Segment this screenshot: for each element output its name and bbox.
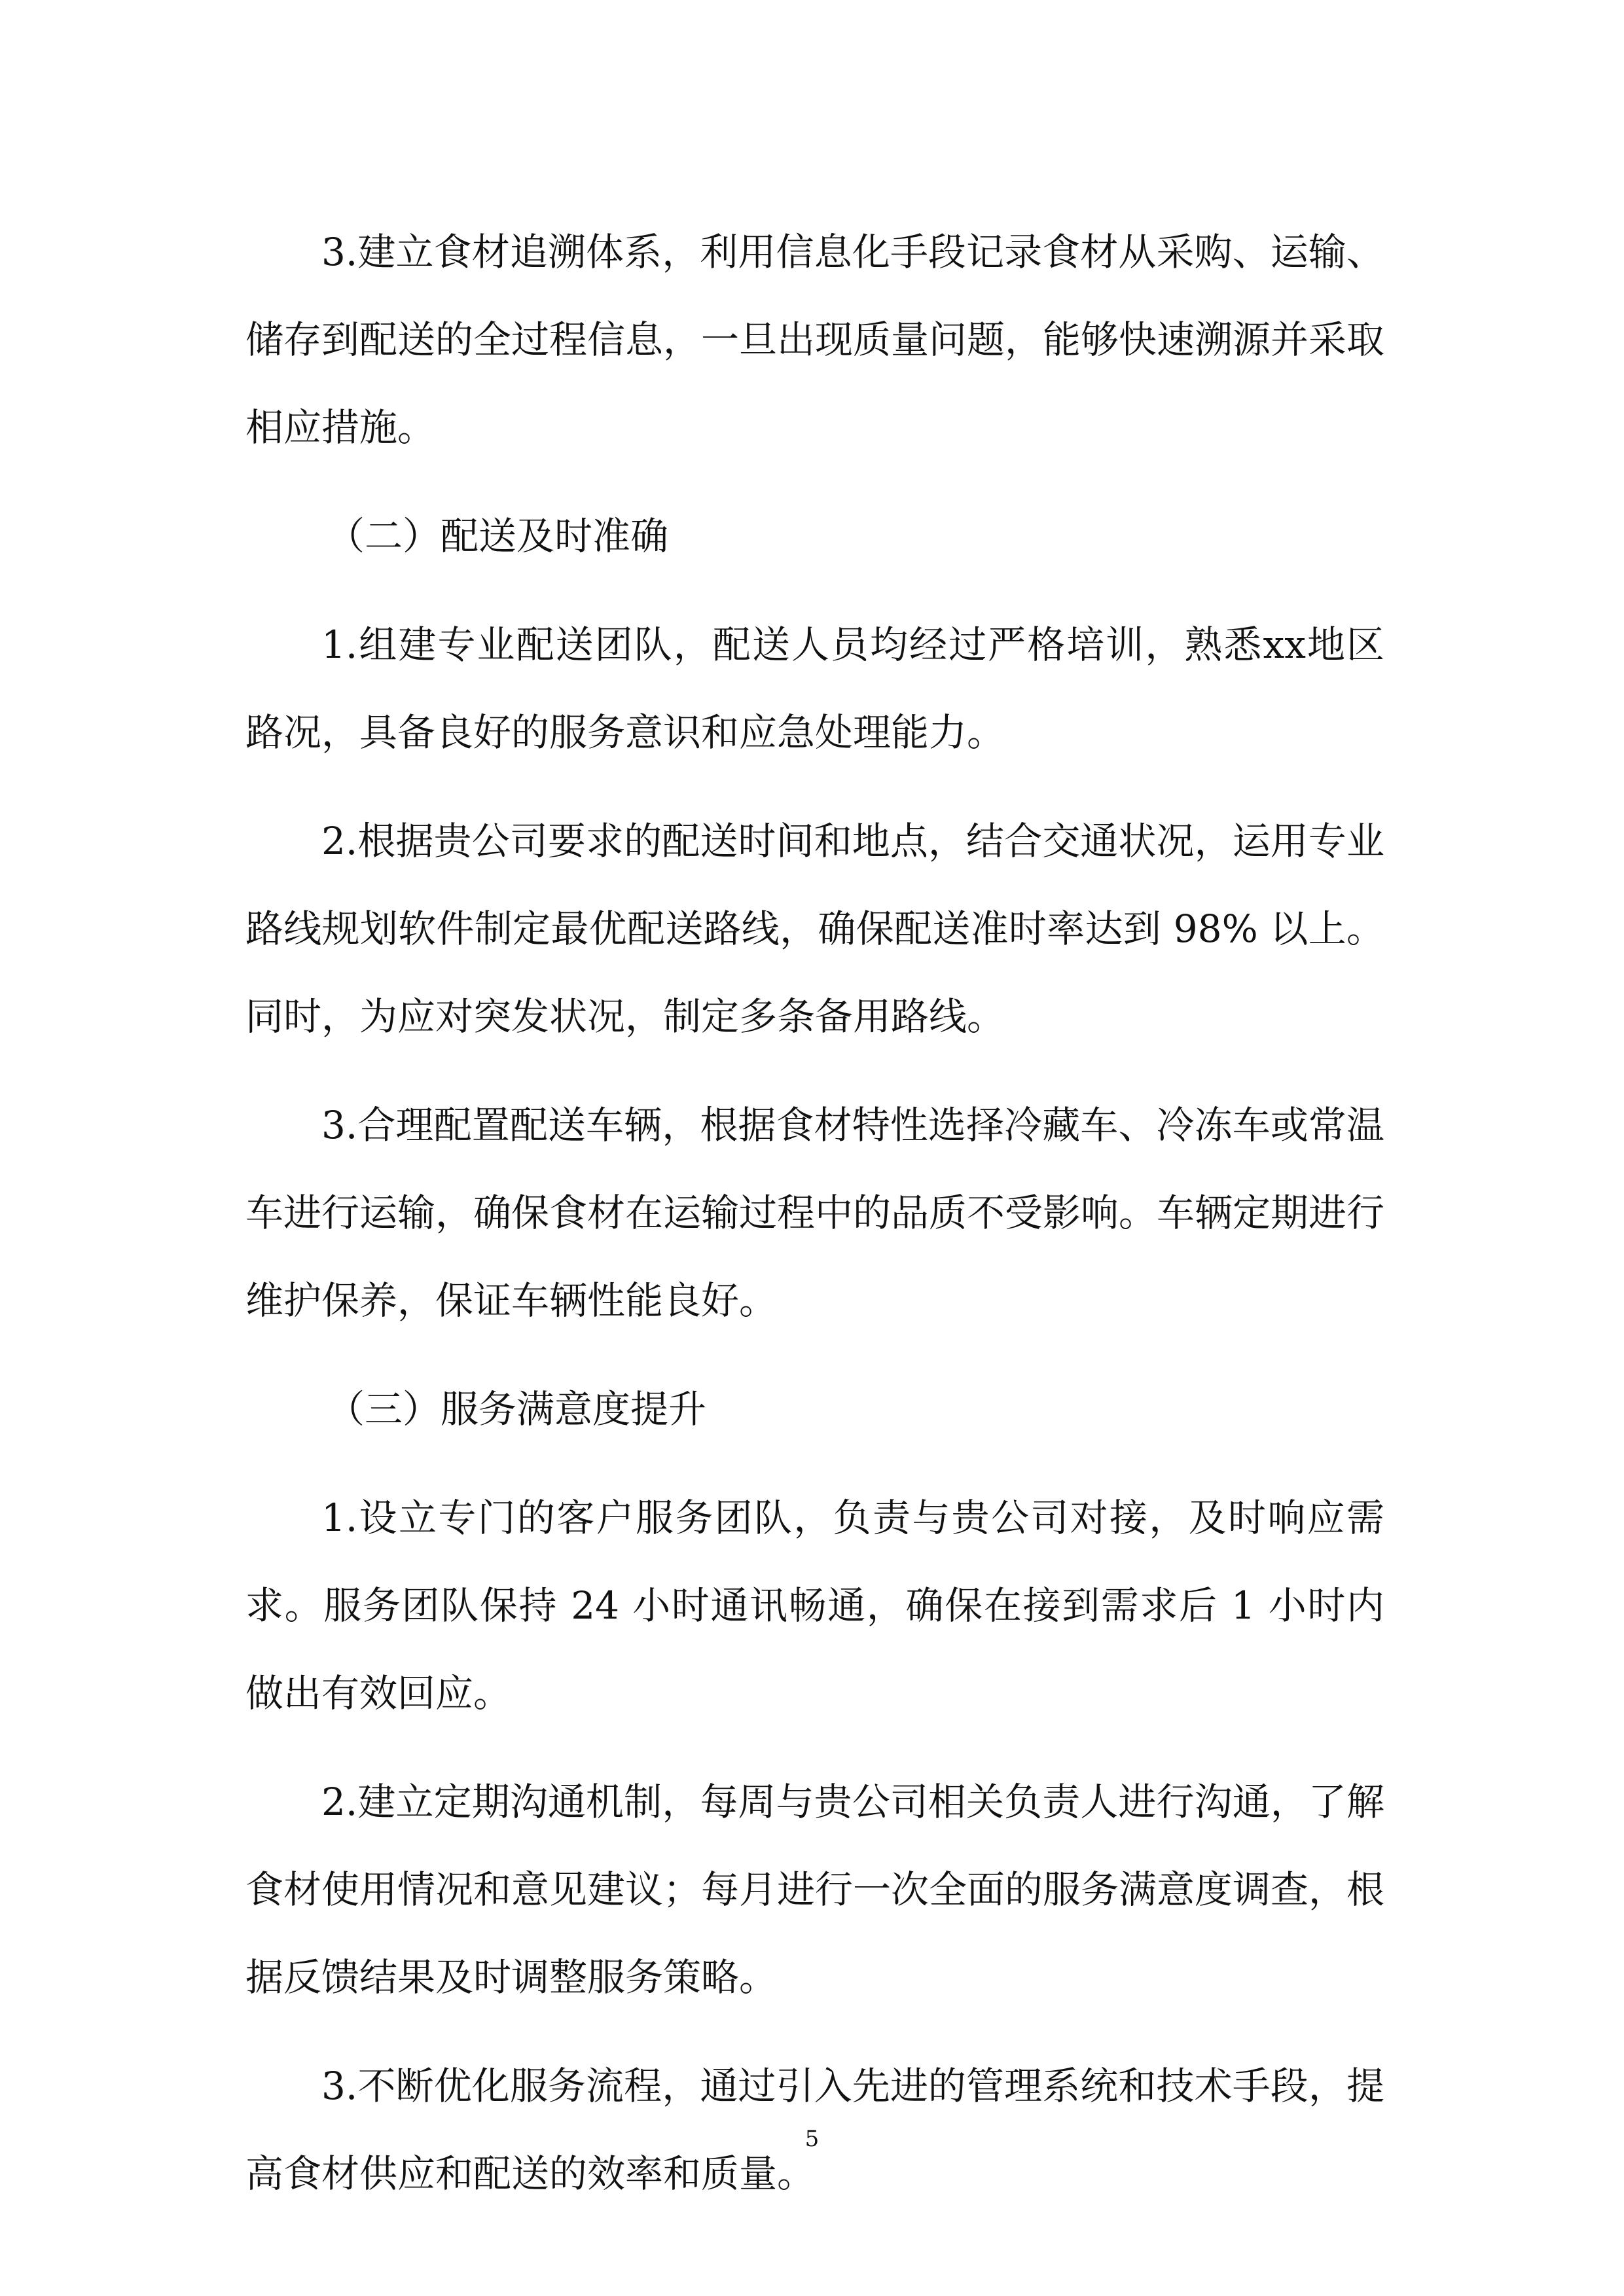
body-text [245, 208, 1384, 2238]
paragraph-traceability: 3.建立食材追溯体系，利用信息化手段记录食材从采购、运输、储存到配送的全过程信息，一旦出现质量问题，能够快速溯源并采取相应措施。 [245, 230, 1385, 450]
section-heading-satisfaction: （三）服务满意度提升 [327, 1387, 707, 1431]
paragraph-vehicles: 3.合理配置配送车辆，根据食材特性选择冷藏车、冷冻车或常温车进行运输，确保食材在运输过程中的品质不受影响。车辆定期进行维护保养，保证车辆性能良好。 [245, 1103, 1385, 1323]
paragraph-customer-service: 1.设立专门的客户服务团队，负责与贵公司对接，及时响应需求。服务团队保持 24 小时通讯畅通，确保在接到需求后 1 小时内做出有效回应。 [245, 1496, 1384, 1715]
paragraph-route-planning: 2.根据贵公司要求的配送时间和地点，结合交通状况，运用专业路线规划软件制定最优配送路线，确保配送准时率达到 98% 以上。同时，为应对突发状况，制定多条备用路线。 [245, 819, 1384, 1039]
paragraph-process-optimization: 3.不断优化服务流程，通过引入先进的管理系统和技术手段，提高食材供应和配送的效率和质量。 [245, 2064, 1384, 2196]
paragraph-communication: 2.建立定期沟通机制，每周与贵公司相关负责人进行沟通，了解食材使用情况和意见建议；每月进行一次全面的服务满意度调查，根据反馈结果及时调整服务策略。 [245, 1780, 1385, 2000]
page-number: 5 [804, 2126, 820, 2152]
section-heading-delivery: （二）配送及时准确 [327, 514, 669, 558]
paragraph-delivery-team: 1.组建专业配送团队，配送人员均经过严格培训，熟悉xx地区路况，具备良好的服务意识和应急处理能力。 [245, 622, 1384, 755]
